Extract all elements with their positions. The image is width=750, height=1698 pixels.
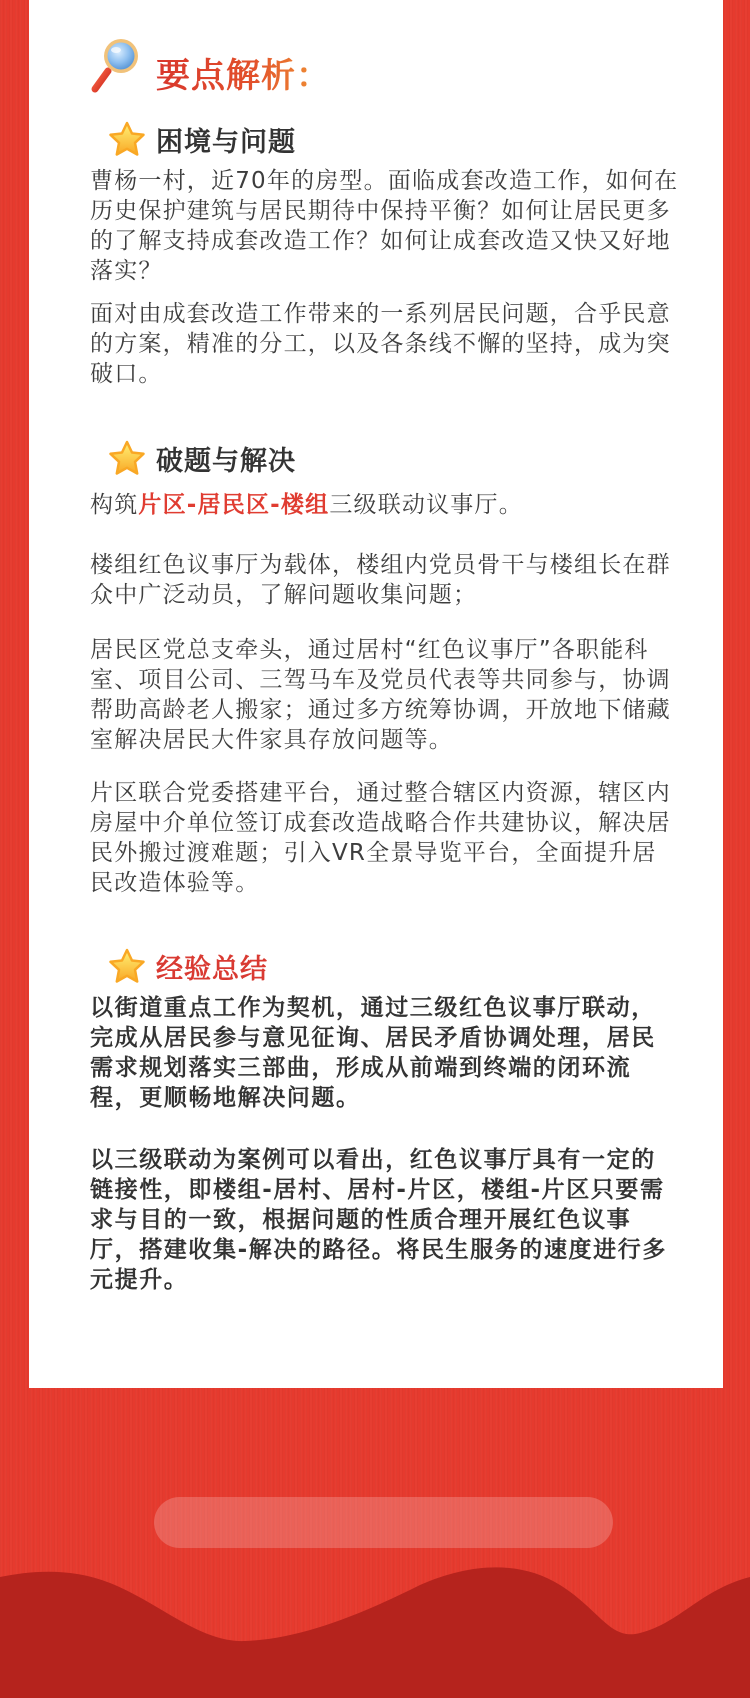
intro-highlight: 片区-居民区-楼组	[138, 492, 330, 518]
star-icon	[108, 440, 146, 476]
section-title-summary	[108, 946, 268, 986]
main-heading	[90, 36, 331, 96]
paragraph: 以三级联动为案例可以看出，红色议事厅具有一定的链接性，即楼组-居村、居村-片区，楼组-片区只要需求与目的一致，根据问题的性质合理开展红色议事厅，搭建收集-解决的路径。将民生服务的速度进行多元提升。	[90, 1147, 667, 1293]
paragraph: 面对由成套改造工作带来的一系列居民问题，合乎民意的方案，精准的分工，以及各条线不懈的坚持，成为突破口。	[90, 301, 671, 387]
paragraph: 以街道重点工作为契机，通过三级红色议事厅联动，完成从居民参与意见征询、居民矛盾协调处理，居民需求规划落实三部曲，形成从前端到终端的闭环流程，更顺畅地解决问题。	[90, 995, 656, 1111]
paragraph: 曹杨一村，近70年的房型。面临成套改造工作，如何在历史保护建筑与居民期待中保持平衡？如何让居民更多的了解支持成套改造工作？如何让成套改造又快又好地落实？	[90, 168, 679, 284]
section-title-text: 经验总结	[156, 953, 268, 985]
section-title-solution	[108, 438, 296, 478]
intro-suffix: 三级联动议事厅。	[329, 492, 523, 518]
footer-pill-placeholder	[154, 1497, 613, 1548]
footer-wave	[0, 1555, 750, 1698]
paragraph: 居民区党总支牵头，通过居村“红色议事厅”各职能科室、项目公司、三驾马车及党员代表等共同参与，协调帮助高龄老人搬家；通过多方统筹协调，开放地下储藏室解决居民大件家具存放问题等。	[90, 637, 671, 753]
intro-paragraph	[90, 490, 680, 520]
star-icon	[108, 948, 146, 984]
paragraph: 片区联合党委搭建平台，通过整合辖区内资源，辖区内房屋中介单位签订成套改造战略合作共建协议，解决居民外搬过渡难题；引入VR全景导览平台，全面提升居民改造体验等。	[90, 780, 671, 896]
star-icon	[108, 121, 146, 157]
section-title-text: 破题与解决	[156, 445, 296, 477]
intro-prefix: 构筑	[90, 492, 139, 518]
section-title-text: 困境与问题	[156, 126, 296, 158]
magnifier-icon	[90, 37, 142, 95]
main-heading-title: 要点解析：	[156, 48, 331, 97]
paragraph: 楼组红色议事厅为载体，楼组内党员骨干与楼组长在群众中广泛动员，了解问题收集问题；	[90, 552, 671, 608]
section-title-dilemma	[108, 119, 296, 159]
